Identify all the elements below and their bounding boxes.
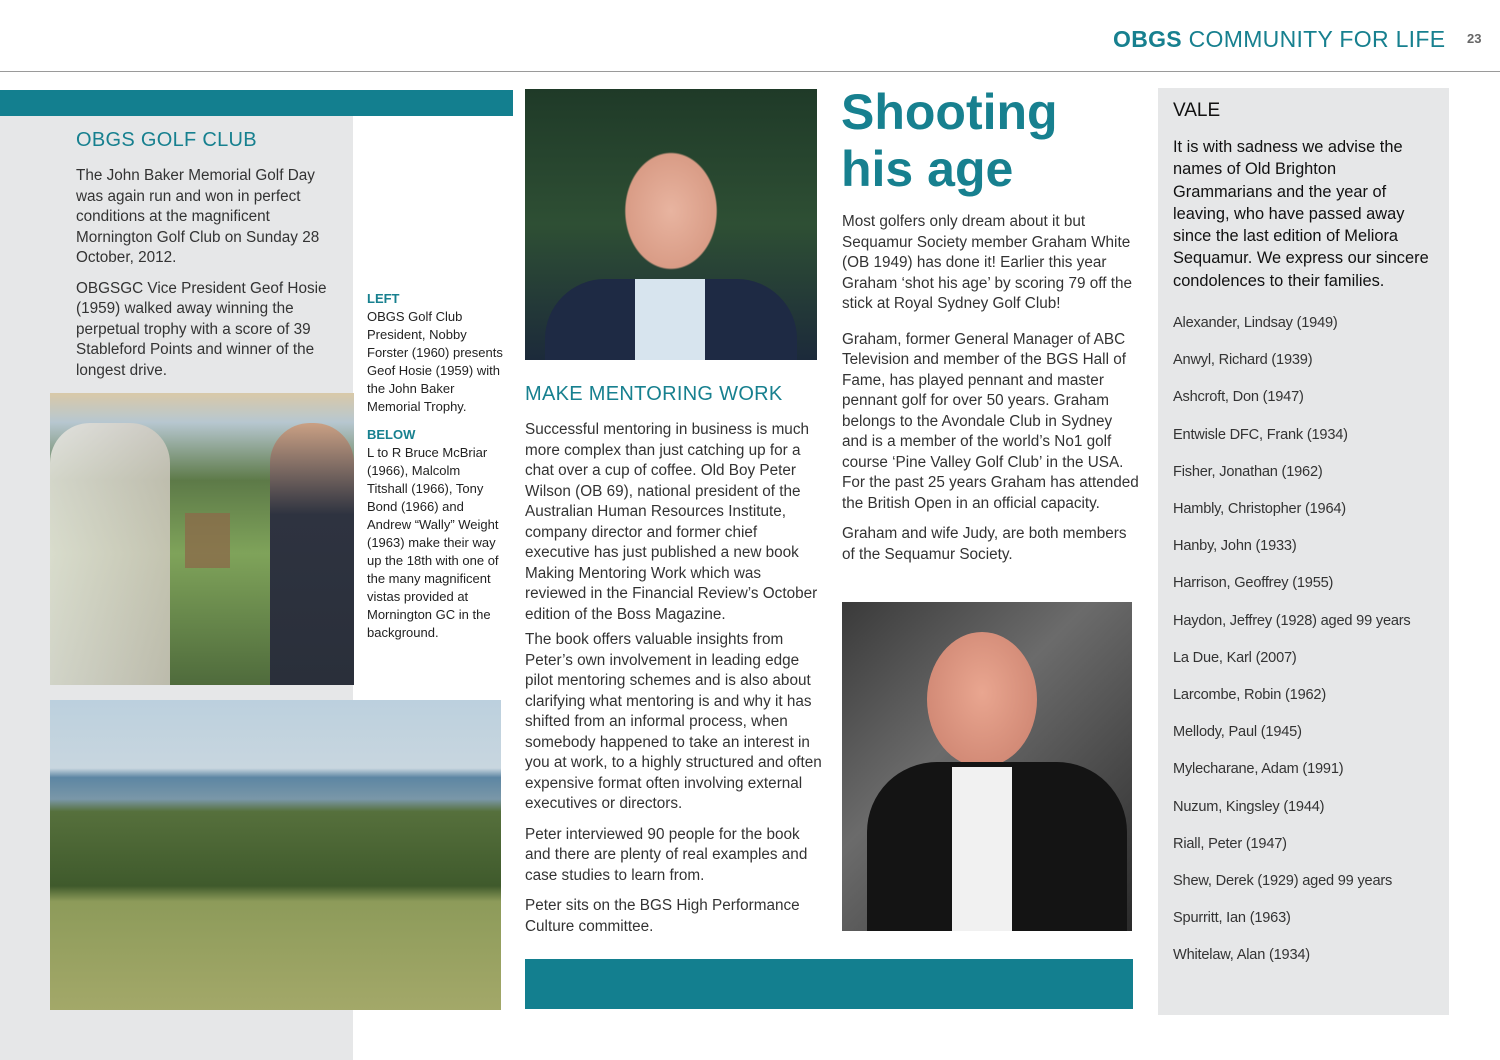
vale-name-item: Anwyl, Richard (1939) bbox=[1173, 352, 1313, 369]
caption-below-text: L to R Bruce McBriar (1966), Malcolm Titshall (1966), Tony Bond (1966) and Andrew “Wally” Weight (1963) make their way up the 18th with one of the many magnificent vistas provided at Mornington GC in the background. bbox=[367, 445, 499, 640]
caption-below-label: BELOW bbox=[367, 427, 416, 442]
vale-heading: VALE bbox=[1173, 100, 1221, 121]
shooting-heading-line: his age bbox=[841, 141, 1014, 197]
shooting-paragraph: Most golfers only dream about it but Sequamur Society member Graham White (OB 1949) has done it! Earlier this year Graham ‘shot his age’ by scoring 79 off the stick at Royal Sydney Golf Club! bbox=[842, 213, 1132, 312]
vale-name-item: Spurritt, Ian (1963) bbox=[1173, 910, 1291, 927]
golf-course-photo bbox=[50, 700, 501, 1010]
vale-name-item: Ashcroft, Don (1947) bbox=[1173, 389, 1304, 406]
vale-name-item: Shew, Derek (1929) aged 99 years bbox=[1173, 872, 1393, 889]
vale-name-item: La Due, Karl (2007) bbox=[1173, 649, 1297, 666]
caption-left-label: LEFT bbox=[367, 291, 400, 306]
shooting-paragraph: Graham, former General Manager of ABC Television and member of the BGS Hall of Fame, has played pennant and master pennant golf for over 50 years. Graham belongs to the Avondale Club in Sydney and is a member of the world’s No1 golf course ‘Pine Valley Golf Club’ in the USA. For the past 25 years Graham has attended the British Open in an official capacity. bbox=[842, 330, 1139, 512]
mentoring-paragraph: Peter sits on the BGS High Performance Culture committee. bbox=[525, 897, 800, 935]
peter-wilson-portrait bbox=[525, 89, 817, 360]
vale-name-item: Mylecharane, Adam (1991) bbox=[1173, 761, 1344, 778]
vale-name-item: Fisher, Jonathan (1962) bbox=[1173, 463, 1323, 480]
header-title-bold: OBGS bbox=[1113, 26, 1182, 52]
bottom-teal-bar bbox=[525, 959, 1133, 1009]
graham-white-photo bbox=[842, 602, 1132, 931]
vale-panel bbox=[1158, 88, 1449, 1015]
golf-teal-bar bbox=[0, 90, 513, 116]
shooting-paragraph: Graham and wife Judy, are both members of the Sequamur Society. bbox=[842, 525, 1127, 563]
mentoring-paragraph: Peter interviewed 90 people for the book and there are plenty of real examples and case studies to learn from. bbox=[525, 825, 808, 884]
vale-name-item: Riall, Peter (1947) bbox=[1173, 835, 1287, 852]
vale-name-item: Hambly, Christopher (1964) bbox=[1173, 501, 1346, 518]
golf-paragraph: OBGSGC Vice President Geof Hosie (1959) walked away winning the perpetual trophy with a score of 39 Stableford Points and winner of the longest drive. bbox=[76, 279, 327, 379]
mentoring-heading: MAKE MENTORING WORK bbox=[525, 383, 783, 405]
vale-name-item: Mellody, Paul (1945) bbox=[1173, 724, 1302, 741]
mentoring-paragraph: The book offers valuable insights from Peter’s own involvement in leading edge pilot mentoring schemes and is also about clarifying what mentoring is and why it has shifted from an informal process, when somebody happened to take an interest in you at work, to a highly structured and often expensive format often involving external executives or directors. bbox=[525, 631, 822, 812]
header-divider bbox=[0, 71, 1500, 72]
mentoring-article bbox=[525, 420, 823, 947]
shooting-heading bbox=[841, 84, 1058, 198]
vale-name-item: Whitelaw, Alan (1934) bbox=[1173, 947, 1310, 964]
caption-left-text: OBGS Golf Club President, Nobby Forster (1960) presents Geof Hosie (1959) with the John Baker Memorial Trophy. bbox=[367, 309, 503, 414]
vale-name-item: Nuzum, Kingsley (1944) bbox=[1173, 798, 1325, 815]
vale-name-item: Alexander, Lindsay (1949) bbox=[1173, 315, 1338, 332]
golf-paragraph: The John Baker Memorial Golf Day was again run and won in perfect conditions at the magnificent Mornington Golf Club on Sunday 28 October, 2012. bbox=[76, 167, 320, 266]
mentoring-paragraph: Successful mentoring in business is much more complex than just catching up for a chat over a cup of coffee. Old Boy Peter Wilson (OB 69), national president of the Australian Human Resources Institute, company director and former chief executive has just published a new book Making Mentoring Work which was reviewed in the Financial Review’s October edition of the Boss Magazine. bbox=[525, 421, 818, 623]
trophy-presentation-photo bbox=[50, 393, 354, 685]
shooting-heading-line: Shooting bbox=[841, 84, 1058, 140]
vale-names-list bbox=[1173, 315, 1434, 984]
vale-name-item: Hanby, John (1933) bbox=[1173, 538, 1297, 555]
golf-heading: OBGS GOLF CLUB bbox=[76, 129, 257, 151]
vale-intro: It is with sadness we advise the names of Old Brighton Grammarians and the year of leaving, who have passed away since the last edition of Meliora Sequamur. We express our sincere condolences to their families. bbox=[1173, 138, 1429, 290]
golf-article bbox=[76, 166, 341, 391]
shooting-article bbox=[842, 212, 1140, 575]
photo-captions bbox=[367, 290, 503, 642]
page-number: 23 bbox=[1467, 31, 1482, 46]
vale-name-item: Haydon, Jeffrey (1928) aged 99 years bbox=[1173, 612, 1411, 629]
vale-name-item: Harrison, Geoffrey (1955) bbox=[1173, 575, 1334, 592]
page-header-title bbox=[1113, 26, 1445, 53]
vale-name-item: Entwisle DFC, Frank (1934) bbox=[1173, 426, 1348, 443]
header-title-rest: COMMUNITY FOR LIFE bbox=[1188, 26, 1446, 52]
vale-name-item: Larcombe, Robin (1962) bbox=[1173, 686, 1326, 703]
